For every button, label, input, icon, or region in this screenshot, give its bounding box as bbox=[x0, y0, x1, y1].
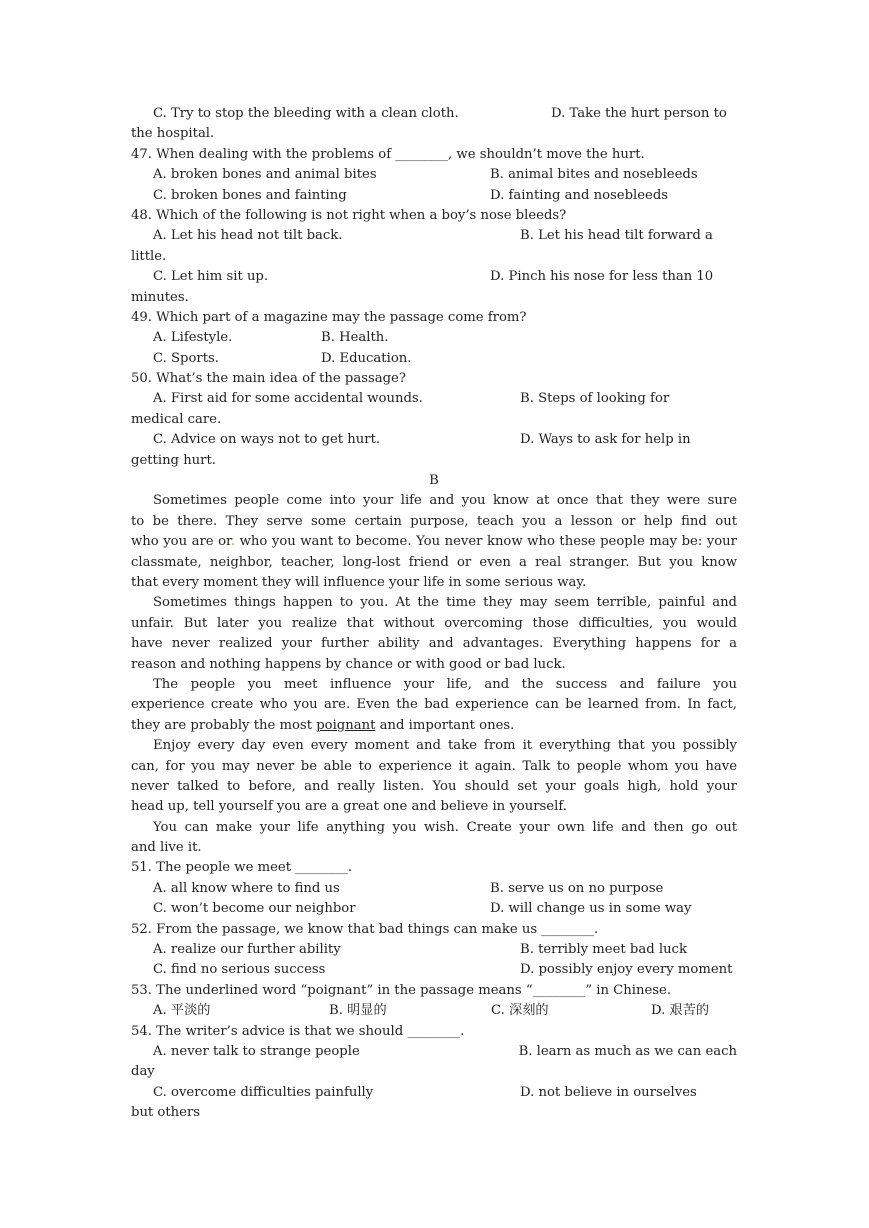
p3-line-3b: and important ones. bbox=[379, 717, 515, 733]
q54-options-row-1 bbox=[131, 1042, 737, 1062]
p5-line-1: You can make your life anything you wish. Create your own life and then go out bbox=[153, 819, 737, 835]
q46-option-d-cont: the hospital. bbox=[131, 126, 215, 142]
q47-option-b: B. animal bites and nosebleeds bbox=[490, 167, 698, 183]
q48-option-b-cont: little. bbox=[131, 248, 167, 264]
q49-option-d: D. Education. bbox=[321, 350, 412, 366]
q53-option-d: D. 艰苦的 bbox=[651, 1003, 710, 1019]
q49-option-b: B. Health. bbox=[321, 330, 389, 346]
q53-option-b: B. 明显的 bbox=[329, 1003, 387, 1019]
q52-option-c: C. find no serious success bbox=[153, 962, 326, 978]
q50-option-d: D. Ways to ask for help in bbox=[520, 432, 691, 448]
q48-option-d: D. Pinch his nose for less than 10 bbox=[490, 269, 714, 285]
q48-option-c: C. Let him sit up. bbox=[153, 269, 269, 285]
q49-stem: 49. Which part of a magazine may the passage come from? bbox=[131, 309, 527, 325]
p1-line-2: to be there. They serve some certain purpose, teach you a lesson or help find out bbox=[131, 513, 737, 529]
q54-option-a: A. never talk to strange people bbox=[153, 1043, 360, 1059]
q50-option-b-cont: medical care. bbox=[131, 411, 222, 427]
q47-option-d: D. fainting and nosebleeds bbox=[490, 187, 669, 203]
p1-line-3b: who you want to become. You never know who these people may be: your bbox=[239, 534, 737, 550]
p4-line-1: Enjoy every day even every moment and take from it everything that you possibly bbox=[153, 738, 737, 754]
underlined-word: poignant bbox=[316, 717, 376, 733]
q54-stem: 54. The writer’s advice is that we should ________. bbox=[131, 1023, 465, 1039]
q54-option-c: C. overcome difficulties painfully bbox=[153, 1084, 374, 1100]
q52-options-row-1 bbox=[131, 940, 737, 960]
q48-option-a: A. Let his head not tilt back. bbox=[153, 228, 343, 244]
q48-stem: 48. Which of the following is not right when a boy’s nose bleeds? bbox=[131, 207, 567, 223]
q52-options-row-2 bbox=[131, 960, 737, 980]
q51-option-a: A. all know where to find us bbox=[153, 880, 340, 896]
q48-options-row-2 bbox=[131, 267, 737, 287]
q49-options-row-2 bbox=[131, 349, 737, 369]
q53-options-row bbox=[131, 1001, 737, 1021]
q47-option-a: A. broken bones and animal bites bbox=[153, 167, 377, 183]
q54-option-d-cont: but others bbox=[131, 1105, 201, 1121]
q52-option-a: A. realize our further ability bbox=[153, 942, 341, 958]
q53-option-a: A. 平淡的 bbox=[153, 1003, 211, 1019]
p1-line-4: classmate, neighbor, teacher, long-lost friend or even a real stranger. But you know bbox=[131, 554, 737, 570]
q46-options-row bbox=[131, 104, 737, 124]
q51-stem: 51. The people we meet ________. bbox=[131, 860, 353, 876]
p3-line-3 bbox=[131, 716, 737, 736]
q50-options-row-2 bbox=[131, 430, 737, 450]
q47-option-c: C. broken bones and fainting bbox=[153, 187, 347, 203]
q54-options-row-2 bbox=[131, 1083, 737, 1103]
q53-stem: 53. The underlined word “poignant” in the passage means “________” in Chinese. bbox=[131, 982, 672, 998]
q54-option-b: B. learn as much as we can each bbox=[518, 1043, 737, 1059]
q52-option-d: D. possibly enjoy every moment bbox=[520, 962, 733, 978]
q50-option-a: A. First aid for some accidental wounds. bbox=[153, 391, 423, 407]
q49-option-a: A. Lifestyle. bbox=[153, 330, 233, 346]
p4-line-2: can, for you may never be able to experience it again. Talk to people whom you have bbox=[131, 758, 737, 774]
q46-option-d: D. Take the hurt person to bbox=[551, 106, 727, 121]
q54-option-d: D. not believe in ourselves bbox=[520, 1084, 697, 1100]
q51-options-row-2 bbox=[131, 899, 737, 919]
p1-line-3 bbox=[131, 532, 737, 552]
q50-option-d-cont: getting hurt. bbox=[131, 452, 216, 468]
p3-line-3a: they are probably the most bbox=[131, 717, 312, 733]
q51-option-b: B. serve us on no purpose bbox=[490, 880, 664, 896]
p3-line-2: experience create who you are. Even the bad experience can be learned from. In fact, bbox=[131, 697, 737, 713]
p3-line-1: The people you meet influence your life, and the success and failure you bbox=[153, 676, 737, 692]
exam-page bbox=[131, 104, 737, 1124]
p2-line-1: Sometimes things happen to you. At the time they may seem terrible, painful and bbox=[153, 595, 737, 611]
q47-options-row-1 bbox=[131, 165, 737, 185]
q50-option-b: B. Steps of looking for bbox=[520, 391, 670, 407]
q50-stem: 50. What’s the main idea of the passage? bbox=[131, 371, 406, 387]
p4-line-4: head up, tell yourself you are a great one and believe in yourself. bbox=[131, 799, 567, 815]
q49-option-c: C. Sports. bbox=[153, 350, 219, 366]
q54-option-b-cont: day bbox=[131, 1064, 155, 1080]
q49-options-row-1 bbox=[131, 328, 737, 348]
p4-line-3: never talked to before, and really listen. You should set your goals high, hold your bbox=[131, 778, 737, 794]
q48-option-d-cont: minutes. bbox=[131, 289, 189, 305]
p2-line-4: reason and nothing happens by chance or with good or bad luck. bbox=[131, 656, 566, 672]
q50-option-c: C. Advice on ways not to get hurt. bbox=[153, 432, 381, 448]
q48-option-b: B. Let his head tilt forward a bbox=[520, 228, 713, 244]
p1-line-1: Sometimes people come into your life and you know at once that they were sure bbox=[153, 493, 737, 509]
section-heading: B bbox=[429, 473, 439, 489]
q50-options-row-1 bbox=[131, 389, 737, 409]
q51-option-d: D. will change us in some way bbox=[490, 901, 692, 917]
p2-line-2: unfair. But later you realize that without overcoming those difficulties, you would bbox=[131, 615, 737, 631]
q48-options-row-1 bbox=[131, 226, 737, 246]
q53-option-c: C. 深刻的 bbox=[491, 1003, 549, 1019]
q52-option-b: B. terribly meet bad luck bbox=[520, 942, 687, 958]
p5-line-2: and live it. bbox=[131, 840, 202, 856]
p1-line-3a: who you are or bbox=[131, 534, 231, 550]
q51-option-c: C. won’t become our neighbor bbox=[153, 901, 356, 917]
q47-stem: 47. When dealing with the problems of ________, we shouldn’t move the hurt. bbox=[131, 146, 645, 162]
q51-options-row-1 bbox=[131, 879, 737, 899]
p1-line-5: that every moment they will influence your life in some serious way. bbox=[131, 574, 587, 590]
stray-mark: . bbox=[230, 534, 236, 550]
p2-line-3: have never realized your further ability and advantages. Everything happens for a bbox=[131, 636, 737, 652]
q46-option-c: C. Try to stop the bleeding with a clean cloth. bbox=[153, 106, 459, 121]
q47-options-row-2 bbox=[131, 186, 737, 206]
q52-stem: 52. From the passage, we know that bad things can make us ________. bbox=[131, 921, 599, 937]
